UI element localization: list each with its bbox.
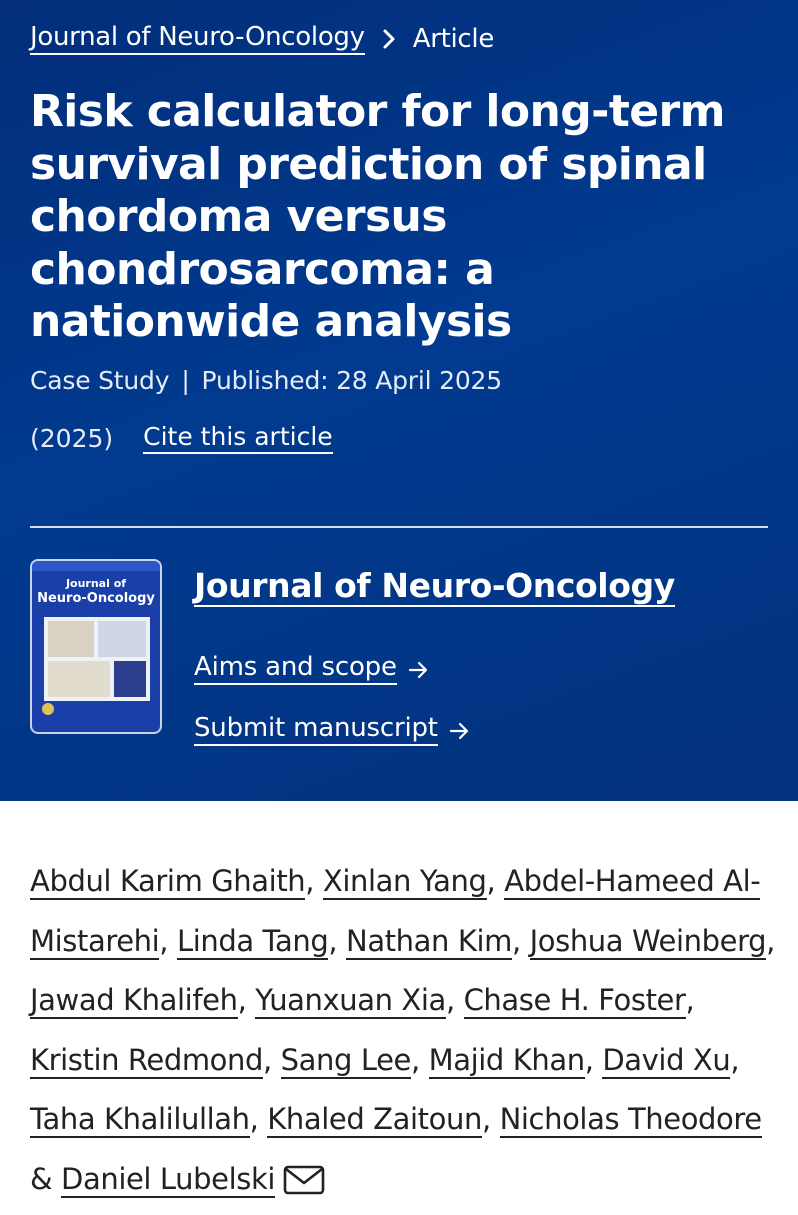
author-separator: ,	[445, 983, 464, 1017]
article-title: Risk calculator for long-term survival prediction of spinal chordoma versus chondrosarcoma: a nationwide analysis	[30, 86, 725, 347]
header-divider	[30, 526, 768, 528]
author-separator: ,	[766, 923, 775, 958]
author-separator: ,	[237, 983, 256, 1017]
author-separator: ,	[584, 1042, 603, 1077]
author-link[interactable]: Daniel Lubelski	[61, 1161, 275, 1196]
author-separator: &	[30, 1161, 62, 1196]
author-link[interactable]: Linda Tang	[176, 923, 329, 958]
breadcrumb-current: Article	[412, 23, 495, 54]
meta-separator: |	[181, 366, 190, 395]
aims-scope-link[interactable]: Aims and scope	[194, 652, 397, 685]
author-link[interactable]: Kristin Redmond	[30, 1042, 264, 1077]
author-separator: ,	[481, 1102, 500, 1136]
breadcrumb	[30, 22, 494, 55]
published-date: Published: 28 April 2025	[201, 366, 502, 395]
arrow-right-icon	[448, 719, 470, 741]
author-separator: ,	[249, 1102, 268, 1136]
author-link[interactable]: Abdel-Hameed Al-Mistarehi	[30, 864, 761, 958]
author-separator: ,	[328, 923, 347, 958]
author-link[interactable]: Nathan Kim	[346, 923, 512, 958]
author-separator: ,	[511, 923, 530, 958]
author-link[interactable]: Jawad Khalifeh	[30, 983, 238, 1017]
author-separator: ,	[159, 923, 177, 958]
author-link[interactable]: Taha Khalilullah	[30, 1102, 250, 1136]
arrow-right-icon	[407, 658, 429, 680]
cover-seal-icon	[42, 703, 54, 715]
journal-name	[194, 566, 675, 605]
cover-top-bar	[32, 561, 160, 571]
journal-cover-image[interactable]	[30, 559, 162, 734]
submit-manuscript-link[interactable]: Submit manuscript	[194, 713, 438, 746]
author-separator: ,	[305, 864, 323, 898]
submit-manuscript-row	[194, 713, 470, 746]
mail-icon[interactable]	[283, 1156, 325, 1186]
article-citation-row	[30, 422, 333, 454]
cover-illustration	[44, 617, 150, 701]
author-link[interactable]: David Xu	[602, 1042, 731, 1077]
cite-article-link[interactable]: Cite this article	[143, 422, 333, 454]
breadcrumb-journal-link[interactable]: Journal of Neuro-Oncology	[30, 22, 365, 55]
author-separator: ,	[685, 983, 695, 1017]
cover-title-line2: Neuro-Oncology	[37, 591, 155, 606]
article-type: Case Study	[30, 366, 170, 395]
chevron-right-icon	[379, 27, 399, 51]
author-list	[30, 852, 775, 1209]
cover-title-line1: Journal of	[65, 577, 127, 590]
author-link[interactable]: Chase H. Foster	[463, 983, 686, 1017]
author-separator: ,	[486, 864, 505, 898]
author-link[interactable]: Sang Lee	[280, 1042, 411, 1077]
journal-home-link[interactable]: Journal of Neuro-Oncology	[194, 566, 675, 605]
author-link[interactable]: Khaled Zaitoun	[267, 1102, 482, 1136]
author-link[interactable]: Abdul Karim Ghaith	[30, 864, 306, 898]
aims-scope-row	[194, 652, 429, 685]
author-link[interactable]: Joshua Weinberg	[529, 923, 767, 958]
author-link[interactable]: Nicholas Theodore	[499, 1102, 762, 1136]
author-link[interactable]: Majid Khan	[428, 1042, 585, 1077]
article-year: (2025)	[30, 423, 114, 453]
author-separator: ,	[263, 1042, 281, 1077]
author-link[interactable]: Xinlan Yang	[322, 864, 487, 898]
article-meta	[30, 366, 502, 395]
author-link[interactable]: Yuanxuan Xia	[255, 983, 446, 1017]
author-separator: ,	[730, 1042, 740, 1077]
author-separator: ,	[410, 1042, 429, 1077]
